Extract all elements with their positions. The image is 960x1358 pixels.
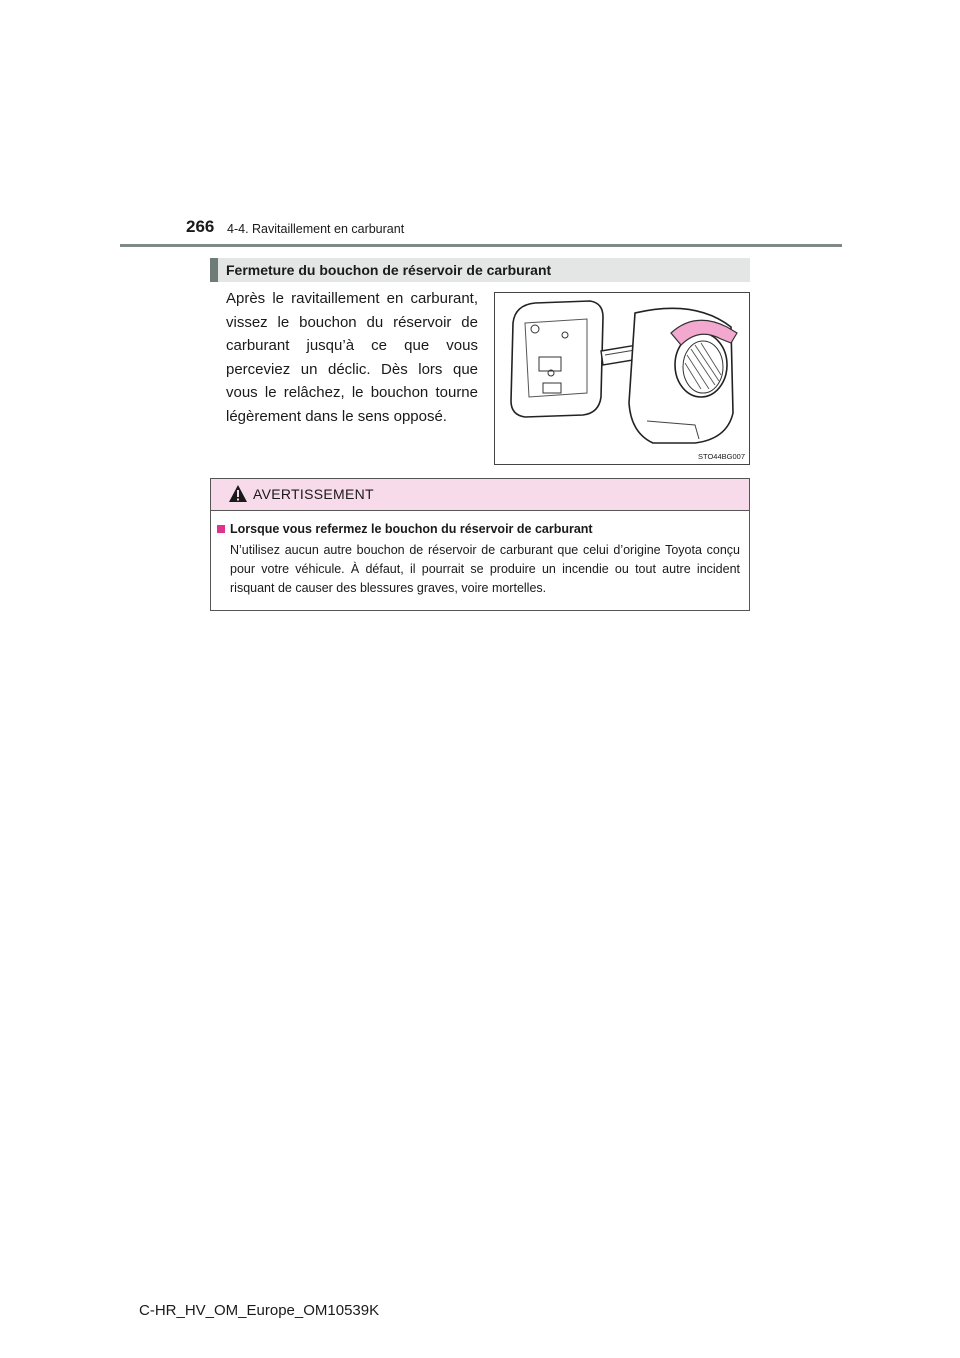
warning-item-title — [217, 522, 740, 536]
warning-item — [217, 522, 740, 598]
footer-code: C-HR_HV_OM_Europe_OM10539K — [139, 1302, 380, 1319]
warning-triangle-icon — [228, 484, 248, 503]
section-label: 4-4. Ravitaillement en carburant — [227, 222, 405, 236]
warning-item-title-text: Lorsque vous refermez le bouchon du réservoir de carburant — [230, 522, 593, 536]
page-number: 266 — [186, 217, 215, 236]
warning-item-text: N’utilisez aucun autre bouchon de réservoir de carburant que celui d’origine Toyota conçu pour votre véhicule. À défaut, il pourrait se produire un incendie ou tout autre incident risquant de causer des blessures graves, voire mortelles. — [230, 543, 740, 595]
header-rule — [120, 244, 842, 247]
warning-header — [211, 479, 749, 511]
warning-title: AVERTISSEMENT — [253, 486, 374, 502]
warning-box — [210, 478, 750, 611]
section-heading: Fermeture du bouchon de réservoir de carburant — [210, 258, 750, 282]
fuel-door-illustration — [495, 293, 749, 464]
figure-code: STO44BG007 — [698, 452, 745, 461]
body-paragraph: Après le ravitaillement en carburant, vissez le bouchon du réservoir de carburant jusqu’à ce que vous perceviez un déclic. Dès lors que vous le relâchez, le bouchon tourne légèrement dans le sens opposé. — [226, 290, 478, 425]
fuel-cap-figure — [494, 292, 750, 465]
square-bullet-icon — [217, 525, 225, 533]
